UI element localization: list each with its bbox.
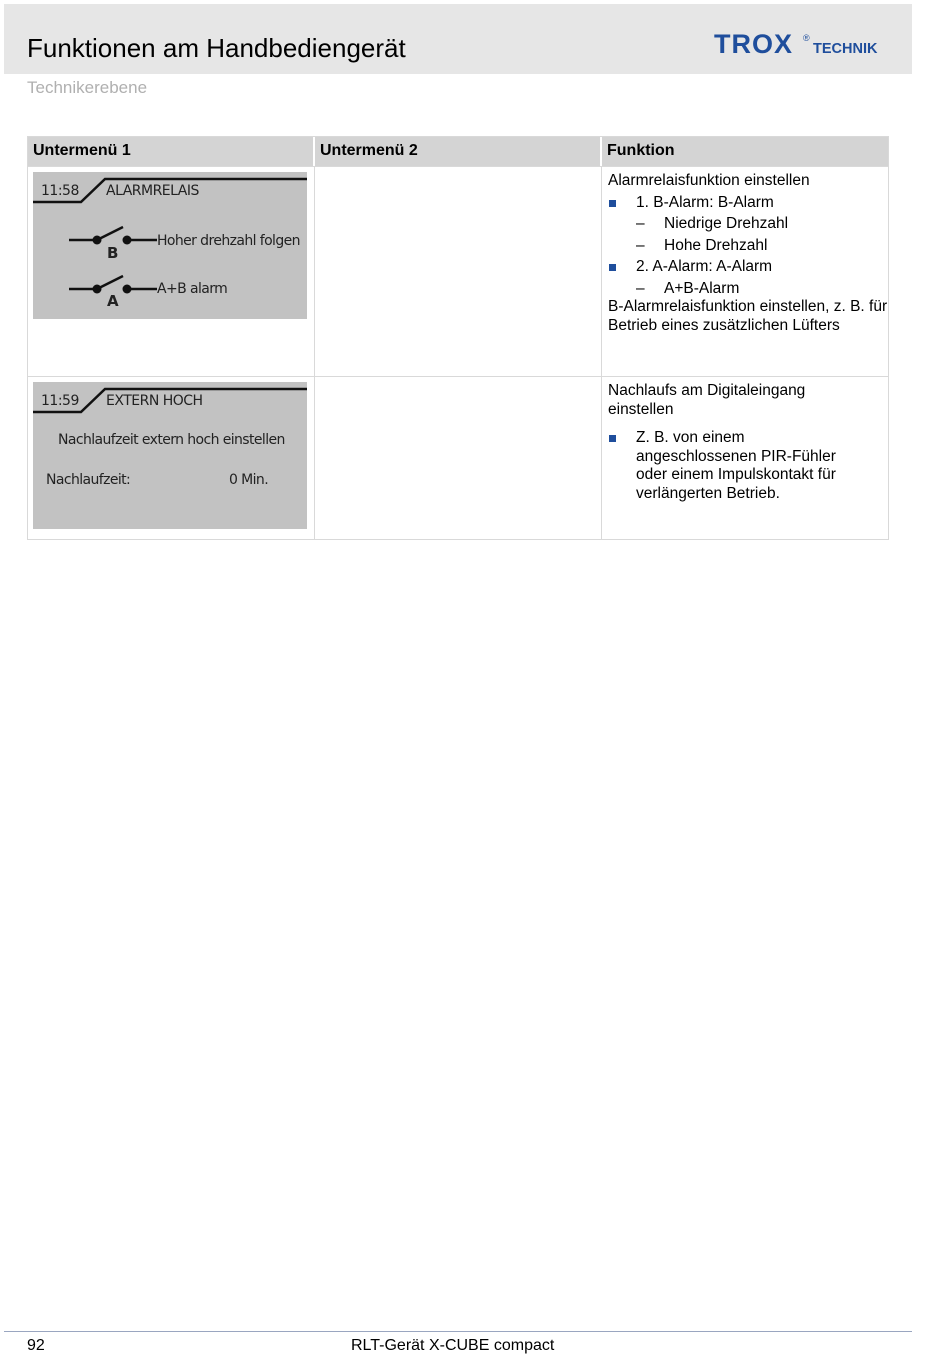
bullet-square-icon	[609, 435, 616, 442]
switch-a-letter: A	[107, 292, 119, 310]
list-item	[608, 258, 888, 277]
list-item-text: 1. B-Alarm: B-Alarm	[636, 193, 774, 211]
display-time: 11:59	[41, 393, 79, 409]
table-header-row	[28, 137, 888, 166]
alarmrelais-display	[33, 172, 307, 319]
table-row	[28, 376, 888, 539]
column-header-submenu-1: Untermenü 1	[28, 137, 315, 166]
submenu-1-cell	[28, 167, 315, 376]
sub-list-item-text: Niedrige Drehzahl	[664, 215, 789, 232]
column-header-submenu-2: Untermenü 2	[315, 137, 602, 166]
logo-text: TROX	[714, 30, 794, 59]
dash-icon: –	[636, 236, 645, 254]
extern-hoch-display	[33, 382, 307, 529]
submenu-2-cell	[315, 377, 602, 539]
function-intro: Alarmrelaisfunktion einstellen	[608, 172, 810, 189]
page-title: Funktionen am Handbediengerät	[27, 33, 406, 63]
sub-list-item-text: Hohe Drehzahl	[664, 236, 768, 254]
display-param-label: Nachlaufzeit:	[46, 472, 131, 488]
function-intro: Nachlaufs am Digitaleingang einstellen	[608, 382, 806, 418]
list-item-text: Z. B. von einem angeschlossenen PIR-Fühler oder einem Impulskontakt für verlängerten Betrieb.	[636, 429, 836, 502]
submenu-2-cell	[315, 167, 602, 376]
function-cell	[602, 377, 888, 539]
list-item	[608, 194, 888, 213]
dash-icon: –	[636, 215, 645, 232]
function-note: B-Alarmrelaisfunktion einstellen, z. B. für Betrieb eines zusätzlichen Lüfters	[608, 298, 888, 334]
bullet-square-icon	[609, 264, 616, 271]
document-title: RLT-Gerät X-CUBE compact	[351, 1337, 555, 1354]
page-subtitle: Technikerebene	[27, 78, 148, 97]
trox-logo	[714, 30, 886, 60]
switch-a-label: A+B alarm	[157, 281, 228, 297]
page-number: 92	[27, 1337, 45, 1354]
display-title: EXTERN HOCH	[106, 393, 203, 409]
sub-list-item	[608, 280, 888, 299]
sub-list-item	[608, 237, 888, 256]
logo-registered-mark: ®	[803, 33, 810, 43]
bullet-square-icon	[609, 200, 616, 207]
dash-icon: –	[636, 279, 645, 297]
sub-list-item	[608, 215, 888, 234]
list-item-text: 2. A-Alarm: A-Alarm	[636, 258, 773, 275]
footer-rule	[4, 1331, 912, 1332]
display-line-1: Nachlaufzeit extern hoch einstellen	[58, 432, 285, 448]
switch-b-letter: B	[107, 244, 118, 262]
submenu-table	[27, 136, 889, 540]
column-header-function: Funktion	[607, 142, 675, 159]
sub-list-item-text: A+B-Alarm	[664, 279, 740, 297]
function-cell	[602, 167, 888, 376]
switch-b-label: Hoher drehzahl folgen	[157, 233, 300, 249]
table-row	[28, 166, 888, 376]
display-title: ALARMRELAIS	[106, 183, 199, 199]
display-param-value: 0 Min.	[229, 472, 269, 488]
list-item	[608, 429, 888, 503]
display-time: 11:58	[41, 183, 79, 199]
logo-suffix: TECHNIK	[813, 41, 878, 57]
submenu-1-cell	[28, 377, 315, 539]
